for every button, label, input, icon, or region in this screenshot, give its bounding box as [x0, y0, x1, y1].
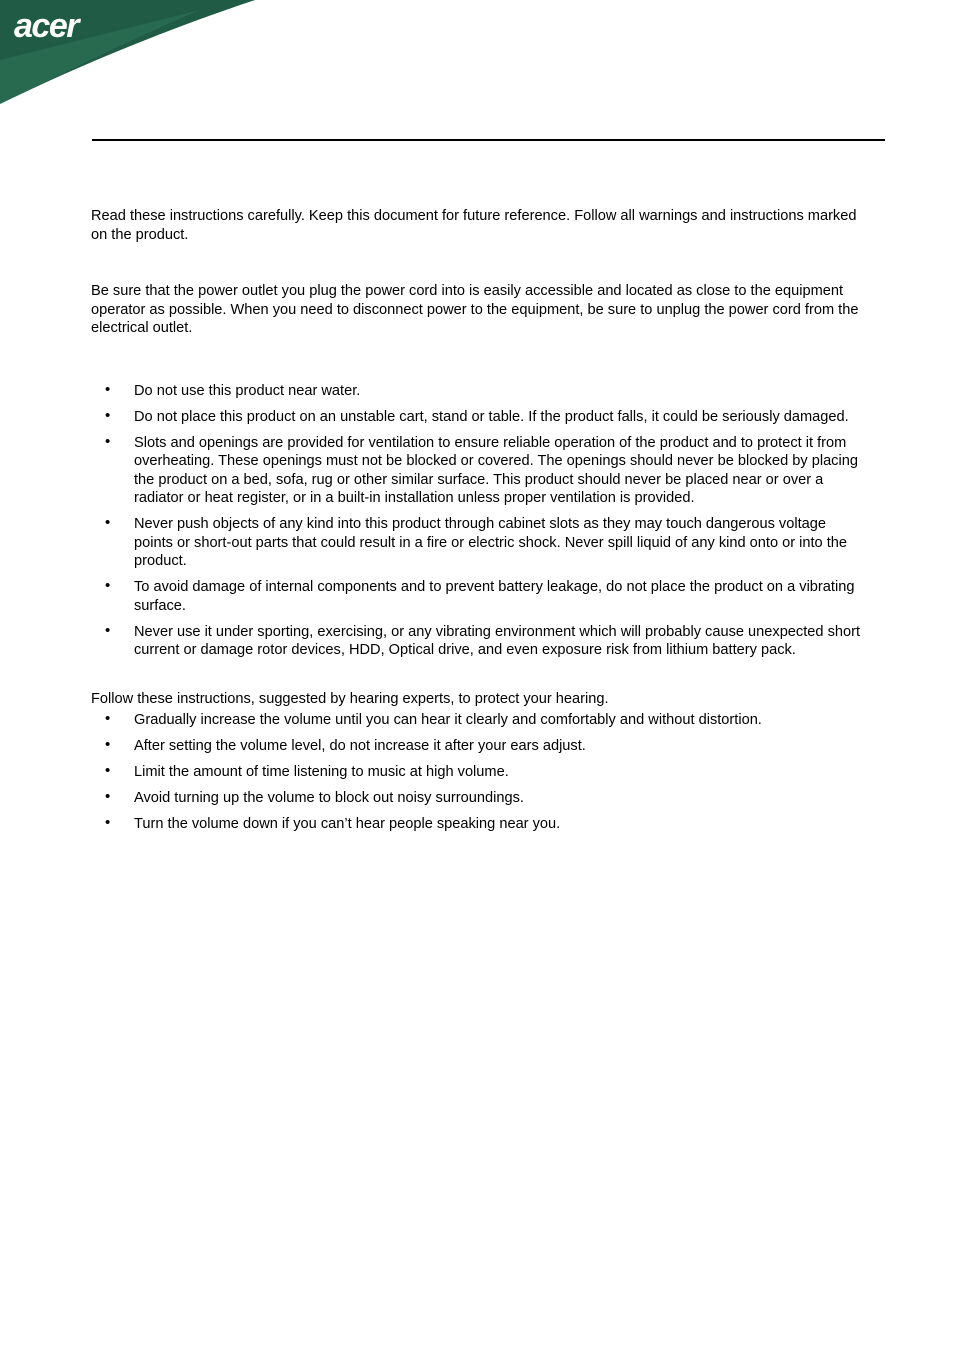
list-item-text: Never use it under sporting, exercising, or any vibrating environment which will probably cause unexpected short current or damage rotor devices, HDD, Optical drive, and even exposure risk from lithium battery pack. [134, 623, 861, 658]
bullet-icon: • [105, 762, 111, 779]
bullet-icon: • [105, 710, 111, 727]
bullet-icon: • [105, 621, 111, 639]
logo-text: acer [14, 7, 78, 45]
bullet-icon: • [105, 514, 111, 531]
document-body [91, 207, 861, 841]
hearing-list [91, 711, 861, 834]
bullet-icon: • [105, 577, 111, 594]
list-item-text: Limit the amount of time listening to music at high volume. [134, 764, 509, 780]
power-paragraph: Be sure that the power outlet you plug the power cord into is easily accessible and located as close to the equipment operator as possible. When you need to disconnect power to the equipment, be sure to unplug the power cord from the electrical outlet. [91, 283, 859, 336]
list-item [91, 434, 861, 508]
list-item-text: Gradually increase the volume until you can hear it clearly and comfortably and without distortion. [134, 712, 762, 728]
bullet-icon: • [105, 406, 111, 424]
list-item-text: Slots and openings are provided for ventilation to ensure reliable operation of the product and to protect it from overheating. These openings must not be blocked or covered. The openings should never be blocked by placing the product on a bed, sofa, rug or other similar surface. This product should never be placed near or over a radiator or heat register, or in a built-in installation unless proper ventilation is provided. [134, 434, 858, 506]
list-item [91, 515, 861, 571]
list-item-text: Never push objects of any kind into this product through cabinet slots as they may touch dangerous voltage points or short-out parts that could result in a fire or electric shock. Never spill liquid of any kind onto or into the product. [134, 516, 848, 569]
bullet-icon: • [105, 380, 111, 398]
list-item [91, 382, 861, 401]
list-item-text: To avoid damage of internal components and to prevent battery leakage, do not place the product on a vibrating surface. [134, 579, 855, 614]
hearing-intro: Follow these instructions, suggested by hearing experts, to protect your hearing. [91, 690, 609, 707]
intro-paragraph: Read these instructions carefully. Keep this document for future reference. Follow all warnings and instructions marked on the product. [91, 208, 857, 243]
bullet-icon: • [105, 432, 111, 450]
list-item [91, 711, 861, 730]
list-item [91, 737, 861, 756]
header-rule [92, 139, 885, 141]
list-item-text: Do not place this product on an unstable cart, stand or table. If the product falls, it could be seriously damaged. [134, 408, 849, 425]
list-item [91, 789, 861, 808]
acer-logo [0, 0, 260, 110]
list-item [91, 763, 861, 782]
list-item-text: Do not use this product near water. [134, 382, 361, 399]
bullet-icon: • [105, 788, 111, 805]
list-item [91, 815, 861, 834]
list-item-text: Turn the volume down if you can’t hear people speaking near you. [134, 816, 561, 832]
precautions-list [91, 382, 861, 660]
list-item [91, 623, 861, 660]
list-item-text: Avoid turning up the volume to block out noisy surroundings. [134, 790, 524, 806]
bullet-icon: • [105, 814, 111, 831]
list-item [91, 408, 861, 427]
bullet-icon: • [105, 736, 111, 753]
list-item [91, 578, 861, 615]
list-item-text: After setting the volume level, do not increase it after your ears adjust. [134, 738, 586, 754]
